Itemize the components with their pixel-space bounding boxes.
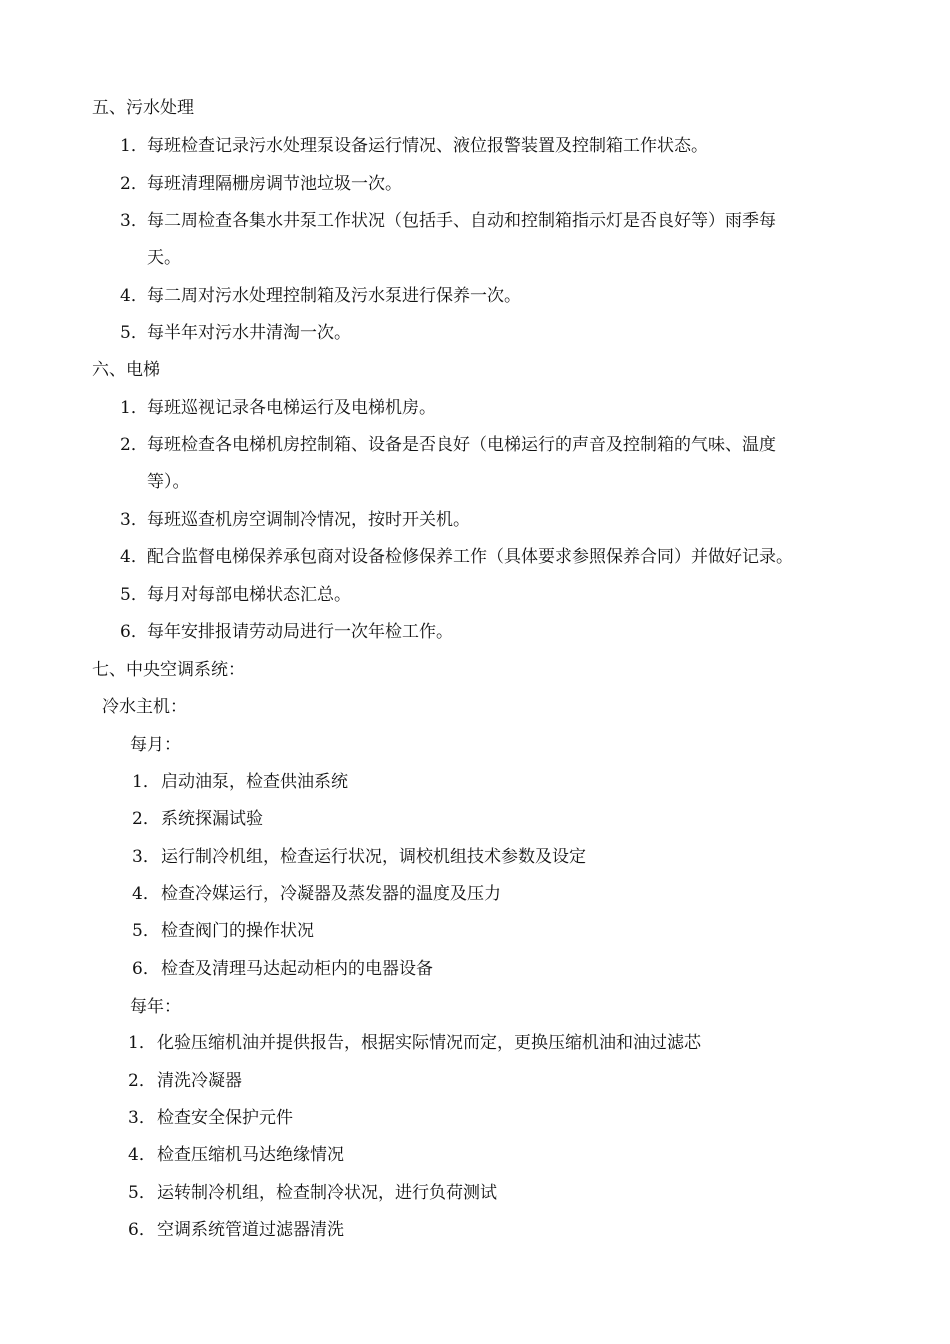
item-number: 2． [132, 809, 160, 829]
item-number: 2． [128, 1071, 156, 1091]
item-text: 清洗冷凝器 [157, 1071, 242, 1091]
item-text: 化验压缩机油并提供报告，根据实际情况而定，更换压缩机油和油过滤芯 [157, 1033, 701, 1053]
item-number: 1． [120, 398, 148, 418]
item-text: 检查安全保护元件 [157, 1108, 293, 1128]
item-number: 6． [128, 1220, 156, 1240]
list-item [128, 1070, 242, 1092]
item-number: 5． [120, 323, 148, 343]
list-item [128, 1182, 497, 1204]
list-item [132, 920, 314, 942]
list-item [120, 285, 521, 307]
list-item [120, 621, 453, 643]
item-text: 检查冷媒运行，冷凝器及蒸发器的温度及压力 [161, 884, 501, 904]
item-number: 1． [128, 1033, 156, 1053]
section-heading-sewage: 五、污水处理 [92, 98, 194, 118]
item-text: 检查阀门的操作状况 [161, 921, 314, 941]
item-text: 每班清理隔栅房调节池垃圾一次。 [147, 174, 402, 194]
item-text: 每二周检查各集水井泵工作状况（包括手、自动和控制箱指示灯是否良好等）雨季每 [147, 211, 776, 231]
list-item [132, 883, 501, 905]
item-text: 检查及清理马达起动柜内的电器设备 [161, 959, 433, 979]
list-item [120, 397, 436, 419]
item-text: 系统探漏试验 [161, 809, 263, 829]
item-text: 启动油泵，检查供油系统 [161, 772, 348, 792]
section-heading-hvac: 七、中央空调系统： [92, 660, 245, 680]
list-item [128, 1107, 293, 1129]
item-number: 3． [128, 1108, 156, 1128]
item-number: 1． [132, 772, 160, 792]
item-number: 6． [132, 959, 160, 979]
item-number: 2． [120, 174, 148, 194]
item-number: 4． [120, 547, 148, 567]
list-item [132, 958, 433, 980]
item-continuation: 天。 [147, 248, 181, 268]
item-text: 配合监督电梯保养承包商对设备检修保养工作（具体要求参照保养合同）并做好记录。 [147, 547, 793, 567]
item-number: 4． [132, 884, 160, 904]
subheading-chiller: 冷水主机： [102, 697, 187, 717]
list-item [128, 1144, 344, 1166]
item-text: 每班检查记录污水处理泵设备运行情况、液位报警装置及控制箱工作状态。 [147, 136, 708, 156]
item-continuation: 等）。 [147, 472, 190, 492]
item-text: 空调系统管道过滤器清洗 [157, 1220, 344, 1240]
item-text: 检查压缩机马达绝缘情况 [157, 1145, 344, 1165]
list-item [120, 322, 351, 344]
item-text: 每二周对污水处理控制箱及污水泵进行保养一次。 [147, 286, 521, 306]
item-text: 每班巡视记录各电梯运行及电梯机房。 [147, 398, 436, 418]
item-number: 6． [120, 622, 148, 642]
list-item [132, 771, 348, 793]
item-text: 每月对每部电梯状态汇总。 [147, 585, 351, 605]
item-text: 运行制冷机组，检查运行状况，调校机组技术参数及设定 [161, 847, 586, 867]
item-text: 每班巡查机房空调制冷情况，按时开关机。 [147, 510, 470, 530]
item-text: 每年安排报请劳动局进行一次年检工作。 [147, 622, 453, 642]
item-number: 3． [120, 211, 148, 231]
list-item [128, 1032, 701, 1054]
list-item [120, 434, 776, 456]
item-number: 2． [120, 435, 148, 455]
list-item [120, 584, 351, 606]
item-number: 3． [120, 510, 148, 530]
subheading-yearly: 每年： [130, 997, 181, 1017]
list-item [132, 808, 263, 830]
item-number: 5． [120, 585, 148, 605]
item-text: 运转制冷机组，检查制冷状况，进行负荷测试 [157, 1183, 497, 1203]
item-number: 4． [120, 286, 148, 306]
list-item [132, 846, 586, 868]
section-heading-elevator: 六、电梯 [92, 360, 160, 380]
item-text: 每班检查各电梯机房控制箱、设备是否良好（电梯运行的声音及控制箱的气味、温度 [147, 435, 776, 455]
item-number: 4． [128, 1145, 156, 1165]
list-item [120, 546, 793, 568]
list-item [128, 1219, 344, 1241]
item-number: 1． [120, 136, 148, 156]
item-number: 5． [128, 1183, 156, 1203]
list-item [120, 509, 470, 531]
subheading-monthly: 每月： [130, 735, 181, 755]
item-number: 3． [132, 847, 160, 867]
item-number: 5． [132, 921, 160, 941]
list-item [120, 210, 776, 232]
item-text: 每半年对污水井清淘一次。 [147, 323, 351, 343]
list-item [120, 173, 402, 195]
list-item [120, 135, 708, 157]
